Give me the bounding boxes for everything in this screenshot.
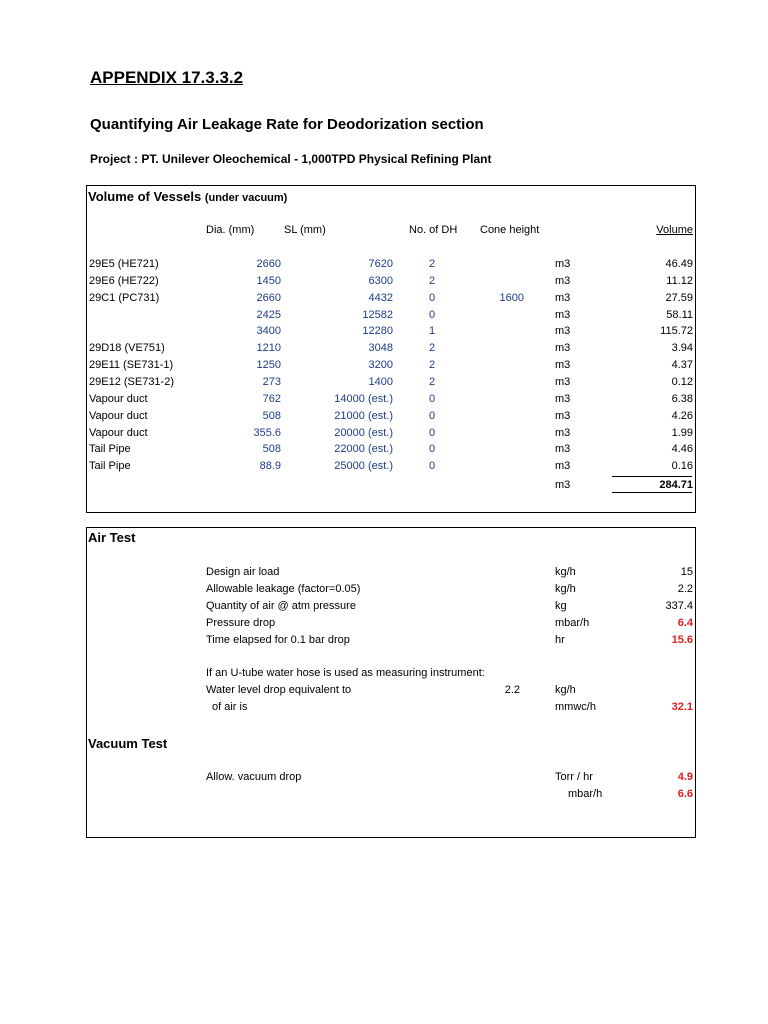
vessel-dh: 0 <box>429 427 436 439</box>
vessel-dia: 273 <box>262 376 281 388</box>
air-test-unit: mbar/h <box>555 617 590 629</box>
vessel-dh: 2 <box>429 376 436 388</box>
air-test-unit: kg <box>555 600 567 612</box>
vessel-volume: 0.12 <box>671 376 693 388</box>
vacuum-value-mbar: 6.6 <box>677 788 693 800</box>
total-rule-bottom <box>612 492 692 493</box>
vessel-volume: 3.94 <box>671 342 693 354</box>
vessel-unit: m3 <box>555 292 571 304</box>
vessel-volume: 1.99 <box>671 427 693 439</box>
air-test-unit: kg/h <box>555 566 576 578</box>
vessel-dia: 2660 <box>256 292 281 304</box>
vessel-unit: m3 <box>555 376 571 388</box>
test-section-box <box>86 527 696 838</box>
vessel-volume: 4.46 <box>671 443 693 455</box>
utube-note: If an U-tube water hose is used as measuring instrument: <box>206 667 485 679</box>
vessel-volume: 4.26 <box>671 410 693 422</box>
vessel-volume: 46.49 <box>665 258 693 270</box>
header-volume: Volume <box>656 224 693 236</box>
vessel-dh: 0 <box>429 443 436 455</box>
vessel-dia: 1450 <box>256 275 281 287</box>
vessel-name: 29E6 (HE722) <box>89 275 159 287</box>
vessel-name: 29E5 (HE721) <box>89 258 159 270</box>
total-unit: m3 <box>555 479 571 491</box>
air-test-value: 15 <box>680 566 693 578</box>
vessel-dia: 355.6 <box>253 427 281 439</box>
vessel-unit: m3 <box>555 410 571 422</box>
vessel-name: Vapour duct <box>89 393 148 405</box>
vessel-sl: 14000 (est.) <box>334 393 393 405</box>
vessel-sl: 7620 <box>368 258 393 270</box>
vessel-dh: 0 <box>429 393 436 405</box>
vessel-unit: m3 <box>555 309 571 321</box>
vessel-sl: 6300 <box>368 275 393 287</box>
vessel-dia: 508 <box>262 410 281 422</box>
total-rule-top <box>612 476 692 477</box>
vessel-name: 29D18 (VE751) <box>89 342 165 354</box>
air-test-unit: kg/h <box>555 583 576 595</box>
vessel-dh: 2 <box>429 258 436 270</box>
vessel-dh: 0 <box>429 292 436 304</box>
air-test-value: 6.4 <box>677 617 693 629</box>
vessel-sl: 1400 <box>368 376 393 388</box>
vessel-sl: 12582 <box>362 309 393 321</box>
volume-title: Volume of Vessels <box>88 189 202 204</box>
vacuum-drop-label: Allow. vacuum drop <box>206 771 302 783</box>
vacuum-unit-torr: Torr / hr <box>555 771 593 783</box>
vessel-dh: 2 <box>429 359 436 371</box>
vessel-dia: 508 <box>262 443 281 455</box>
vessel-sl: 25000 (est.) <box>334 460 393 472</box>
header-dh: No. of DH <box>409 224 458 236</box>
vessel-name: 29E12 (SE731-2) <box>89 376 174 388</box>
vessel-name: Vapour duct <box>89 427 148 439</box>
vessel-unit: m3 <box>555 443 571 455</box>
vessel-dia: 88.9 <box>259 460 281 472</box>
vessel-name: Vapour duct <box>89 410 148 422</box>
water-level-unit: kg/h <box>555 684 576 696</box>
vessel-sl: 22000 (est.) <box>334 443 393 455</box>
vacuum-test-title: Vacuum Test <box>88 736 168 751</box>
vessel-volume: 4.37 <box>671 359 693 371</box>
header-cone: Cone height <box>480 224 540 236</box>
vessel-volume: 58.11 <box>666 309 693 321</box>
water-level-label: Water level drop equivalent to <box>206 684 352 696</box>
vessel-dh: 0 <box>429 460 436 472</box>
air-test-unit: hr <box>555 634 565 646</box>
vessel-sl: 12280 <box>362 325 393 337</box>
vessel-dh: 2 <box>429 342 436 354</box>
air-test-label: Pressure drop <box>206 617 276 629</box>
vessel-dh: 2 <box>429 275 436 287</box>
vessel-unit: m3 <box>555 460 571 472</box>
vessel-volume: 6.38 <box>671 393 693 405</box>
vessel-dia: 1250 <box>256 359 281 371</box>
air-test-value: 2.2 <box>677 583 693 595</box>
total-volume: 284.71 <box>659 479 693 491</box>
vessel-volume: 27.59 <box>665 292 693 304</box>
vessel-dh: 0 <box>429 309 436 321</box>
vessel-unit: m3 <box>555 359 571 371</box>
vessel-name: 29C1 (PC731) <box>89 292 160 304</box>
vessel-dia: 2660 <box>256 258 281 270</box>
vessel-volume: 0.16 <box>671 460 693 472</box>
vessel-unit: m3 <box>555 275 571 287</box>
vessel-unit: m3 <box>555 258 571 270</box>
vessel-volume: 115.72 <box>660 325 693 337</box>
air-test-value: 15.6 <box>671 634 693 646</box>
project-line: Project : PT. Unilever Oleochemical - 1,000TPD Physical Refining Plant <box>90 152 492 166</box>
vessel-name: 29E11 (SE731-1) <box>89 359 174 371</box>
vessel-sl: 21000 (est.) <box>334 410 393 422</box>
volume-section-title <box>88 189 287 204</box>
vacuum-value-torr: 4.9 <box>677 771 693 783</box>
vessel-sl: 3048 <box>368 342 393 354</box>
vessel-cone: 1600 <box>499 292 524 304</box>
of-air-value: 32.1 <box>671 701 693 713</box>
vessel-name: Tail Pipe <box>89 443 131 455</box>
appendix-title: APPENDIX 17.3.3.2 <box>90 68 244 87</box>
vessel-dia: 3400 <box>256 325 281 337</box>
of-air-label: of air is <box>212 701 248 713</box>
vessel-volume: 11.12 <box>666 275 693 287</box>
vessel-unit: m3 <box>555 342 571 354</box>
water-level-value: 2.2 <box>504 684 520 696</box>
vessel-dia: 1210 <box>256 342 281 354</box>
header-sl: SL (mm) <box>284 224 326 236</box>
volume-subtitle: (under vacuum) <box>204 192 288 204</box>
vessel-sl: 20000 (est.) <box>334 427 393 439</box>
air-test-value: 337.4 <box>665 600 693 612</box>
vessel-name: Tail Pipe <box>89 460 131 472</box>
document-title: Quantifying Air Leakage Rate for Deodorization section <box>90 116 484 133</box>
vessel-unit: m3 <box>555 325 571 337</box>
vessel-dh: 1 <box>429 325 436 337</box>
vessel-dia: 2425 <box>256 309 281 321</box>
vessel-sl: 3200 <box>368 359 393 371</box>
air-test-label: Quantity of air @ atm pressure <box>206 600 356 612</box>
vessel-unit: m3 <box>555 393 571 405</box>
air-test-label: Allowable leakage (factor=0.05) <box>206 583 361 595</box>
vessel-dia: 762 <box>262 393 281 405</box>
header-dia: Dia. (mm) <box>206 224 255 236</box>
air-test-label: Design air load <box>206 566 280 578</box>
vessel-sl: 4432 <box>368 292 393 304</box>
vessel-unit: m3 <box>555 427 571 439</box>
of-air-unit: mmwc/h <box>555 701 596 713</box>
air-test-label: Time elapsed for 0.1 bar drop <box>206 634 350 646</box>
vacuum-unit-mbar: mbar/h <box>568 788 603 800</box>
air-test-title: Air Test <box>88 530 136 545</box>
vessel-dh: 0 <box>429 410 436 422</box>
